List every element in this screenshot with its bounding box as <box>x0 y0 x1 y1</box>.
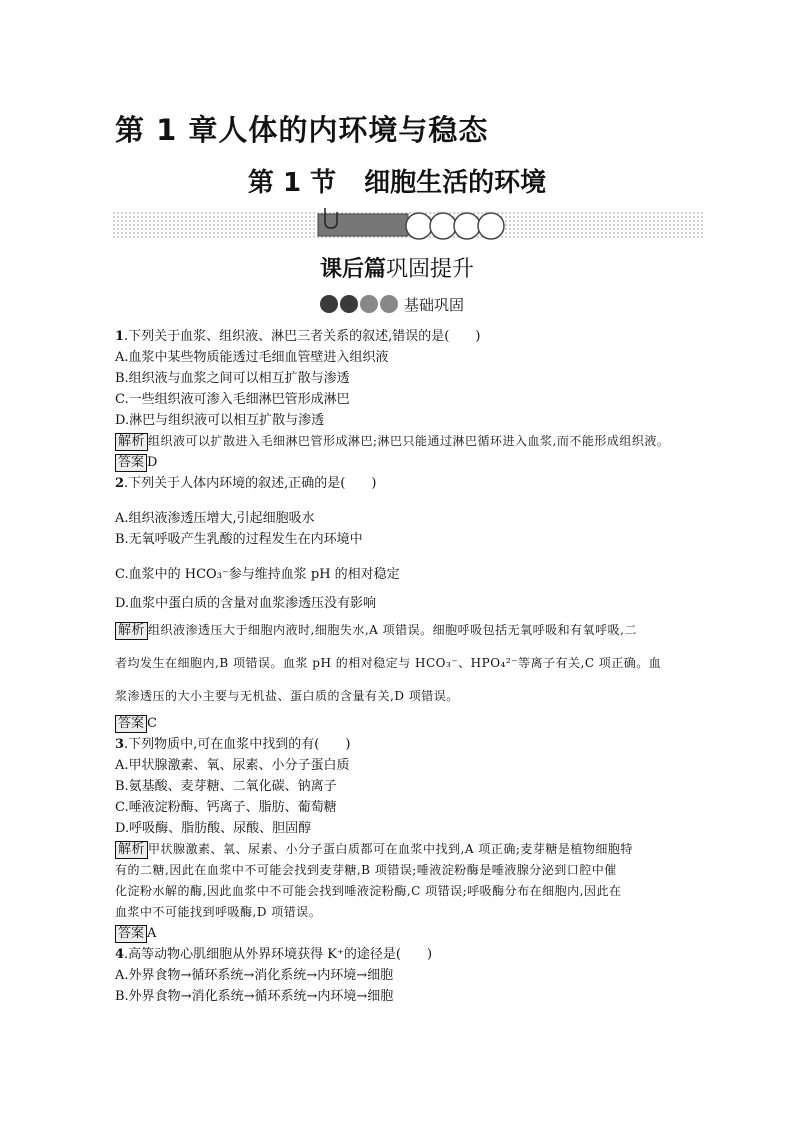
option: A.甲状腺激素、氧、尿素、小分子蛋白质 <box>115 758 350 773</box>
option: C.一些组织液可渗入毛细淋巴管形成淋巴 <box>115 392 350 407</box>
level-label: 基础巩固 <box>404 295 465 314</box>
analysis: 解析 甲状腺激素、氧、尿素、小分子蛋白质都可在血浆中找到,A 项正确;麦芽糖是植物细胞特 有的二糖,因此在血浆中不可能会找到麦芽糖,B 项错误;唾液淀粉酶是唾液腺分泌到口腔中催 化淀粉水解的酶,因此血浆中不可能会找到唾液淀粉酶,C 项错误;呼吸酶分布在细胞内,因此在 血浆中不可能找到呼吸酶,D 项错误。 <box>115 842 633 919</box>
subheading <box>0 252 794 283</box>
option: D.淋巴与组织液可以相互扩散与渗透 <box>115 413 325 428</box>
subheading-normal: 巩固提升 <box>386 257 475 282</box>
question-list <box>115 326 685 1007</box>
subheading-bold: 课后篇 <box>319 256 386 282</box>
analysis-tag: 解析 <box>115 433 148 451</box>
decorative-banner <box>113 208 703 242</box>
section-title <box>0 162 794 199</box>
option: C.唾液淀粉酶、钙离子、脂肪、葡萄糖 <box>115 800 337 815</box>
level-dot-icon <box>320 295 338 313</box>
answer: 答案 C <box>115 713 685 734</box>
answer-tag: 答案 <box>115 715 147 733</box>
analysis-tag: 解析 <box>115 622 148 640</box>
option: A.血浆中某些物质能透过毛细血管壁进入组织液 <box>115 350 389 365</box>
question-stem: 2.下列关于人体内环境的叙述,正确的是( ) <box>115 476 377 491</box>
option: B.氨基酸、麦芽糖、二氧化碳、钠离子 <box>115 779 337 794</box>
analysis: 解析 组织液渗透压大于细胞内液时,细胞失水,A 项错误。细胞呼吸包括无氧呼吸和有氧呼吸,二 者均发生在细胞内,B 项错误。血浆 pH 的相对稳定与 HCO₃⁻、HPO₄²⁻等离子有关,C 项正确。血 浆渗透压的大小主要与无机盐、蛋白质的含量有关,D 项错误。 <box>115 623 662 703</box>
level-dot-icon <box>360 295 378 313</box>
level-indicator <box>320 292 464 316</box>
option: A.外界食物→循环系统→消化系统→内环境→细胞 <box>115 968 394 983</box>
section-name: 细胞生活的环境 <box>364 168 547 198</box>
option: B.组织液与血浆之间可以相互扩散与渗透 <box>115 371 350 386</box>
analysis: 解析 组织液可以扩散进入毛细淋巴管形成淋巴;淋巴只能通过淋巴循环进入血浆,而不能形成组织液。 <box>115 431 685 452</box>
answer-tag: 答案 <box>115 925 147 943</box>
answer: 答案 D <box>115 452 685 473</box>
level-dot-icon <box>380 295 398 313</box>
question-stem: 4.高等动物心肌细胞从外界环境获得 K⁺的途径是( ) <box>115 947 433 962</box>
option: C.血浆中的 HCO₃⁻参与维持血浆 pH 的相对稳定 <box>115 567 400 582</box>
answer: 答案 A <box>115 923 685 944</box>
option: B.无氧呼吸产生乳酸的过程发生在内环境中 <box>115 532 363 547</box>
question-stem: 3.下列物质中,可在血浆中找到的有( ) <box>115 737 351 752</box>
section-number: 第 1 节 <box>247 168 337 198</box>
option: D.呼吸酶、脂肪酸、尿酸、胆固醇 <box>115 821 312 836</box>
chapter-title: 第 1 章人体的内环境与稳态 <box>115 113 489 147</box>
option: B.外界食物→消化系统→循环系统→内环境→细胞 <box>115 989 394 1004</box>
option: A.组织液渗透压增大,引起细胞吸水 <box>115 511 315 526</box>
answer-tag: 答案 <box>115 454 147 472</box>
level-dot-icon <box>340 295 358 313</box>
analysis-tag: 解析 <box>115 841 148 859</box>
question-stem: 1.下列关于血浆、组织液、淋巴三者关系的叙述,错误的是( ) <box>115 329 481 344</box>
option: D.血浆中蛋白质的含量对血浆渗透压没有影响 <box>115 596 377 611</box>
